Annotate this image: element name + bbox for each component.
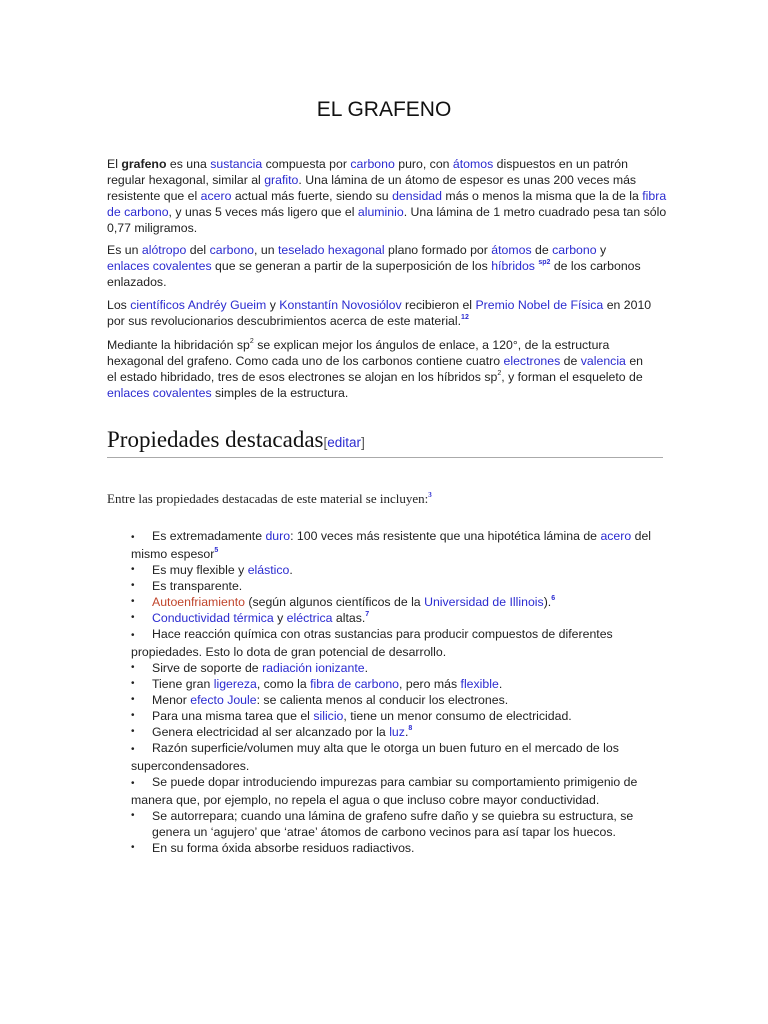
bullet-icon: • bbox=[131, 694, 135, 705]
link-sustancia[interactable]: sustancia bbox=[210, 157, 263, 171]
bullet-icon: • bbox=[131, 662, 135, 673]
text: ). bbox=[543, 595, 552, 609]
text: . Una lámina de un átomo de espesor es unas 200 veces más resistente que el bbox=[107, 173, 637, 203]
text: altas. bbox=[332, 611, 366, 625]
text: y bbox=[596, 243, 607, 257]
text: , pero más bbox=[399, 677, 461, 691]
link-andrey-gueim[interactable]: Andréy Gueim bbox=[187, 298, 267, 312]
text: Los bbox=[107, 298, 131, 312]
text: Es un bbox=[107, 243, 142, 257]
text: En su forma óxida absorbe residuos radiactivos. bbox=[152, 841, 415, 855]
link-carbono[interactable]: carbono bbox=[209, 243, 255, 257]
list-item bbox=[131, 808, 663, 840]
list-item bbox=[131, 528, 663, 562]
reference-marker[interactable]: 3 bbox=[428, 490, 432, 499]
link-ligereza[interactable]: ligereza bbox=[213, 677, 257, 691]
text: : 100 veces más resistente que una hipotética lámina de bbox=[290, 529, 601, 543]
bullet-icon: • bbox=[131, 532, 135, 543]
bullet-icon: • bbox=[131, 744, 135, 755]
list-item bbox=[131, 676, 663, 692]
bullet-icon: • bbox=[131, 564, 135, 575]
superscript: 2 bbox=[249, 337, 254, 345]
bold-term: grafeno bbox=[121, 157, 167, 171]
list-item bbox=[131, 626, 663, 660]
page-title: EL GRAFENO bbox=[316, 98, 452, 121]
link-acero[interactable]: acero bbox=[200, 189, 232, 203]
list-item bbox=[131, 594, 663, 610]
text: de bbox=[560, 354, 581, 368]
text: Menor bbox=[152, 693, 191, 707]
link-carbono[interactable]: carbono bbox=[552, 243, 597, 257]
edit-section bbox=[324, 435, 365, 450]
bullet-icon: • bbox=[131, 630, 135, 641]
list-item bbox=[131, 708, 663, 724]
link-luz[interactable]: luz bbox=[389, 725, 405, 739]
section-title: Propiedades destacadas bbox=[107, 427, 324, 452]
link-hibridos[interactable]: híbridos bbox=[491, 259, 535, 273]
link-grafito[interactable]: grafito bbox=[264, 173, 299, 187]
text: Razón superficie/volumen muy alta que le otorga un buen futuro en el mercado de los supercondensadores. bbox=[131, 741, 619, 773]
text: en 2010 por sus revolucionarios descubrimientos acerca de este material. bbox=[107, 298, 652, 328]
edit-link[interactable]: editar bbox=[327, 435, 362, 450]
text: Tiene gran bbox=[152, 677, 214, 691]
list-item bbox=[131, 692, 663, 708]
text: simples de la estructura. bbox=[211, 386, 349, 400]
link-conductividad-termica[interactable]: Conductividad térmica bbox=[152, 611, 274, 625]
list-item bbox=[131, 740, 663, 774]
text: y bbox=[266, 298, 280, 312]
link-radiacion-ionizante[interactable]: radiación ionizante bbox=[262, 661, 365, 675]
list-item bbox=[131, 840, 663, 856]
list-item bbox=[131, 724, 663, 740]
bracket: [ bbox=[323, 435, 328, 450]
text: Es extremadamente bbox=[152, 529, 266, 543]
text: de bbox=[531, 243, 553, 257]
text: de los carbonos enlazados. bbox=[107, 259, 641, 289]
link-konstantin-novosiolov[interactable]: Konstantín Novosiólov bbox=[279, 298, 402, 312]
properties-list bbox=[131, 528, 663, 856]
reference-marker[interactable]: 5 bbox=[214, 546, 219, 554]
link-fibra-de-carbono[interactable]: fibra de carbono bbox=[310, 677, 400, 691]
link-duro[interactable]: duro bbox=[265, 529, 291, 543]
text: . bbox=[364, 661, 369, 675]
link-flexible[interactable]: flexible bbox=[460, 677, 499, 691]
link-alotropo[interactable]: alótropo bbox=[141, 243, 187, 257]
text: Entre las propiedades destacadas de este material se incluyen: bbox=[107, 491, 429, 506]
link-silicio[interactable]: silicio bbox=[313, 709, 344, 723]
text: compuesta por bbox=[262, 157, 351, 171]
text: Es muy flexible y bbox=[152, 563, 248, 577]
text: del mismo espesor bbox=[131, 529, 652, 561]
text: Se autorrepara; cuando una lámina de grafeno sufre daño y se quiebra su estructura, se genera un ‘agujero’ que ‘atrae’ átomos de carbono vecinos para así tapar los huecos. bbox=[152, 809, 634, 839]
bullet-icon: • bbox=[131, 710, 135, 721]
link-aluminio[interactable]: aluminio bbox=[357, 205, 404, 219]
section-intro bbox=[107, 491, 667, 507]
text: del bbox=[186, 243, 210, 257]
link-acero[interactable]: acero bbox=[600, 529, 632, 543]
reference-marker[interactable]: 8 bbox=[408, 724, 413, 732]
bullet-icon: • bbox=[131, 726, 135, 737]
bullet-icon: • bbox=[131, 580, 135, 591]
list-item bbox=[131, 660, 663, 676]
allotrope-paragraph bbox=[107, 242, 647, 290]
text: : se calienta menos al conducir los electrones. bbox=[256, 693, 509, 707]
reference-marker[interactable]: 12 bbox=[461, 313, 469, 321]
list-item bbox=[131, 562, 663, 578]
hybridization-paragraph bbox=[107, 337, 655, 401]
link-premio-nobel[interactable]: Premio Nobel de Física bbox=[475, 298, 604, 312]
text: Genera electricidad al ser alcanzado por la bbox=[152, 725, 390, 739]
text: , como la bbox=[256, 677, 311, 691]
text: Se puede dopar introduciendo impurezas para cambiar su comportamiento primigenio de manera que, por ejemplo, no repela el agua o que incluso cobre mayor conductividad. bbox=[131, 775, 638, 807]
nobel-paragraph bbox=[107, 297, 667, 329]
text: recibieron el bbox=[401, 298, 476, 312]
section-heading bbox=[107, 427, 663, 458]
link-electrones[interactable]: electrones bbox=[503, 354, 561, 368]
bullet-icon: • bbox=[131, 810, 135, 821]
text: puro, con bbox=[394, 157, 453, 171]
link-carbono[interactable]: carbono bbox=[350, 157, 395, 171]
text: . bbox=[404, 725, 409, 739]
text: actual más fuerte, siendo su bbox=[231, 189, 393, 203]
bracket: ] bbox=[361, 435, 365, 450]
link-electrica[interactable]: eléctrica bbox=[286, 611, 333, 625]
intro-paragraph bbox=[107, 156, 667, 236]
link-autoenfriamiento[interactable]: Autoenfriamiento bbox=[152, 595, 245, 609]
text: Para una misma tarea que el bbox=[152, 709, 314, 723]
text: plano formado por bbox=[384, 243, 492, 257]
text: , un bbox=[254, 243, 278, 257]
reference-marker[interactable]: 6 bbox=[551, 594, 556, 602]
text: dispuestos en un patrón regular hexagonal, similar al bbox=[107, 157, 628, 187]
link-elastico[interactable]: elástico bbox=[247, 563, 290, 577]
link-universidad-de-illinois[interactable]: Universidad de Illinois bbox=[424, 595, 544, 609]
bullet-icon: • bbox=[131, 778, 135, 789]
text: se explican mejor los ángulos de enlace, a 120°, de la estructura hexagonal del grafeno. Como cada uno de los carbonos contiene cuatro bbox=[107, 338, 610, 368]
link-atomos[interactable]: átomos bbox=[491, 243, 532, 257]
link-enlaces-covalentes[interactable]: enlaces covalentes bbox=[107, 386, 212, 400]
link-cientificos[interactable]: científicos bbox=[130, 298, 185, 312]
list-item bbox=[131, 578, 663, 594]
text: . Una lámina de 1 metro cuadrado pesa tan sólo 0,77 miligramos. bbox=[107, 205, 667, 235]
text: (según algunos científicos de la bbox=[244, 595, 425, 609]
text: en el estado hibridado, tres de esos electrones se alojan en los híbridos sp bbox=[107, 354, 644, 384]
reference-marker[interactable]: 7 bbox=[365, 610, 370, 618]
link-enlaces-covalentes[interactable]: enlaces covalentes bbox=[107, 259, 212, 273]
text: . bbox=[498, 677, 503, 691]
link-valencia[interactable]: valencia bbox=[580, 354, 626, 368]
text: , y unas 5 veces más ligero que el bbox=[168, 205, 358, 219]
list-item bbox=[131, 774, 663, 808]
text: que se generan a partir de la superposición de los bbox=[211, 259, 492, 273]
link-densidad[interactable]: densidad bbox=[392, 189, 442, 203]
link-efecto-joule[interactable]: efecto Joule bbox=[190, 693, 257, 707]
link-atomos[interactable]: átomos bbox=[452, 157, 494, 171]
bullet-icon: • bbox=[131, 678, 135, 689]
text: y bbox=[273, 611, 287, 625]
text: Mediante la hibridación sp bbox=[107, 338, 250, 352]
text: Es transparente. bbox=[152, 579, 243, 593]
superscript-sp2: sp2 bbox=[538, 258, 551, 266]
bullet-icon: • bbox=[131, 842, 135, 853]
text: es una bbox=[166, 157, 211, 171]
link-teselado-hexagonal[interactable]: teselado hexagonal bbox=[277, 243, 385, 257]
link-fibra-de-carbono[interactable]: fibra de carbono bbox=[107, 189, 667, 219]
bullet-icon: • bbox=[131, 596, 135, 607]
superscript: 2 bbox=[497, 369, 502, 377]
bullet-icon: • bbox=[131, 612, 135, 623]
text: El bbox=[107, 157, 122, 171]
list-item bbox=[131, 610, 663, 626]
text: Hace reacción química con otras sustancias para producir compuestos de diferentes propiedades. Esto lo dota de gran potencial de desarrollo. bbox=[131, 627, 613, 659]
text: , tiene un menor consumo de electricidad. bbox=[343, 709, 572, 723]
text: . bbox=[289, 563, 293, 577]
text: , y forman el esqueleto de bbox=[501, 370, 643, 384]
text: Sirve de soporte de bbox=[152, 661, 263, 675]
text: más o menos la misma que la de la bbox=[441, 189, 643, 203]
